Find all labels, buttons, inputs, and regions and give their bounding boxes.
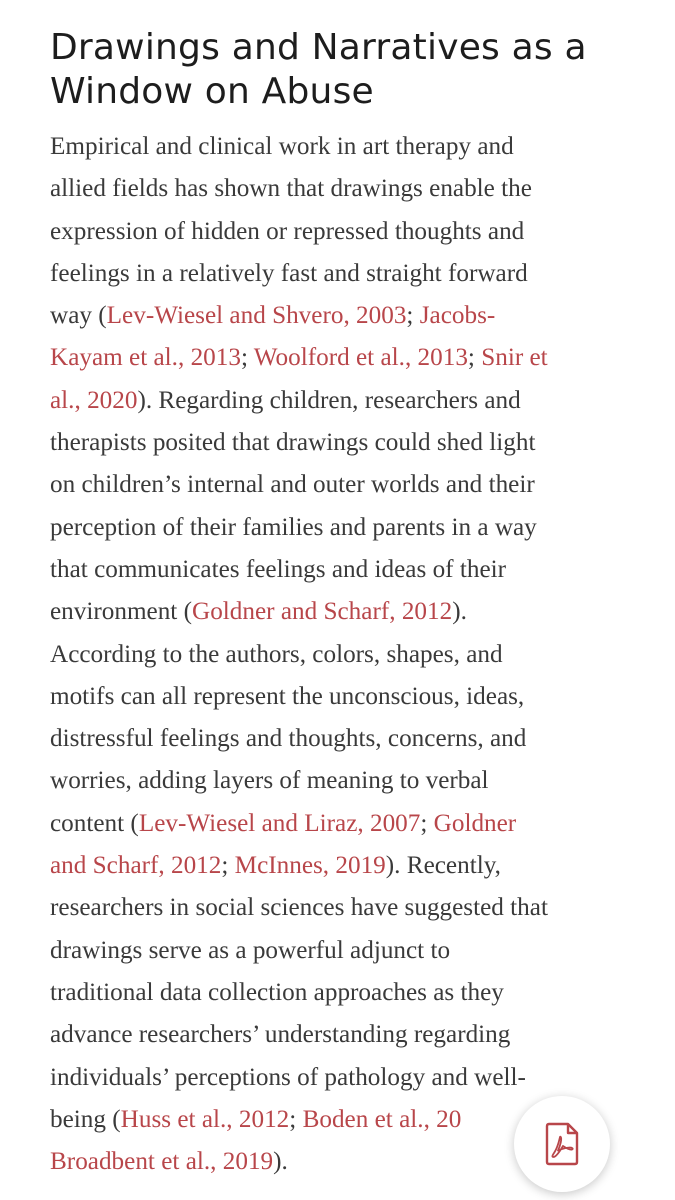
text-line	[50, 464, 630, 506]
citation-link[interactable]: Goldner and Scharf, 2012	[192, 598, 453, 626]
text-line	[50, 253, 630, 295]
text-line	[50, 803, 630, 845]
text-span: ). Regarding children, researchers and	[137, 386, 521, 414]
citation-link[interactable]: Goldner	[433, 809, 517, 837]
text-span: drawings serve as a powerful adjunct to	[50, 936, 451, 964]
citation-link[interactable]: Huss et al., 2012	[120, 1105, 290, 1133]
text-line	[50, 1057, 630, 1099]
text-line	[50, 380, 630, 422]
text-line	[50, 1014, 630, 1056]
text-span: feelings in a relatively fast and straight forward	[50, 259, 528, 287]
text-span: ;	[420, 809, 434, 837]
text-line	[50, 591, 630, 633]
text-line	[50, 337, 630, 379]
text-line	[50, 845, 630, 887]
text-span: ;	[240, 344, 254, 372]
text-span: environment (	[50, 598, 192, 626]
citation-link[interactable]: Lev-Wiesel and Shvero, 2003	[106, 302, 407, 330]
text-span: ;	[406, 302, 420, 330]
text-line	[50, 676, 630, 718]
text-line	[50, 634, 630, 676]
text-line	[50, 760, 630, 802]
text-line	[50, 887, 630, 929]
text-line	[50, 211, 630, 253]
text-span: ;	[289, 1105, 303, 1133]
text-span: individuals’ perceptions of pathology and well-	[50, 1063, 526, 1091]
text-span: ).	[452, 598, 467, 626]
text-span: expression of hidden or repressed thoughts and	[50, 217, 525, 245]
text-span: worries, adding layers of meaning to verbal	[50, 767, 489, 795]
citation-link[interactable]: al., 2020	[50, 386, 138, 414]
text-span: that communicates feelings and ideas of their	[50, 555, 507, 583]
citation-link[interactable]: Jacobs-	[419, 302, 496, 330]
text-line	[50, 168, 630, 210]
text-line	[50, 718, 630, 760]
text-line	[50, 295, 630, 337]
body-paragraph	[50, 126, 630, 1183]
text-span: ;	[221, 852, 235, 880]
citation-link[interactable]: Boden et al., 20	[302, 1105, 462, 1133]
text-line	[50, 930, 630, 972]
text-span: allied fields has shown that drawings enable the	[50, 175, 532, 203]
text-span: According to the authors, colors, shapes, and	[50, 640, 503, 668]
citation-link[interactable]: and Scharf, 2012	[50, 852, 222, 880]
article	[50, 26, 630, 1183]
text-line	[50, 972, 630, 1014]
citation-link[interactable]: Lev-Wiesel and Liraz, 2007	[138, 809, 421, 837]
text-line	[50, 126, 630, 168]
section-heading	[50, 26, 630, 114]
text-span: advance researchers’ understanding regarding	[50, 1021, 511, 1049]
text-span: ;	[467, 344, 482, 372]
citation-link[interactable]: Kayam et al., 2013	[50, 344, 241, 372]
text-line	[50, 422, 630, 464]
text-span: ).	[273, 1148, 288, 1176]
citation-link[interactable]: Broadbent et al., 2019	[50, 1148, 274, 1176]
text-span: traditional data collection approaches as they	[50, 978, 504, 1006]
pdf-icon	[542, 1122, 582, 1166]
citation-link[interactable]: Woolford et al., 2013	[253, 344, 468, 372]
heading-line: Window on Abuse	[50, 71, 374, 112]
pdf-download-button[interactable]	[514, 1096, 610, 1192]
heading-line: Drawings and Narratives as a	[50, 27, 587, 68]
text-span: on children’s internal and outer worlds and their	[50, 471, 535, 499]
text-span: perception of their families and parents in a way	[50, 513, 537, 541]
text-span: therapists posited that drawings could shed light	[50, 429, 536, 457]
citation-link[interactable]: McInnes, 2019	[234, 852, 386, 880]
text-span: being (	[50, 1105, 121, 1133]
text-span: Empirical and clinical work in art therapy and	[50, 133, 514, 160]
text-span: researchers in social sciences have suggested that	[50, 894, 548, 922]
citation-link[interactable]: Snir et	[481, 344, 548, 372]
text-span: ). Recently,	[385, 852, 501, 880]
text-line	[50, 507, 630, 549]
text-span: content (	[50, 809, 139, 837]
text-span: distressful feelings and thoughts, concerns, and	[50, 725, 527, 753]
text-line	[50, 549, 630, 591]
text-span: way (	[50, 302, 107, 330]
text-span: motifs can all represent the unconscious, ideas,	[50, 682, 525, 710]
